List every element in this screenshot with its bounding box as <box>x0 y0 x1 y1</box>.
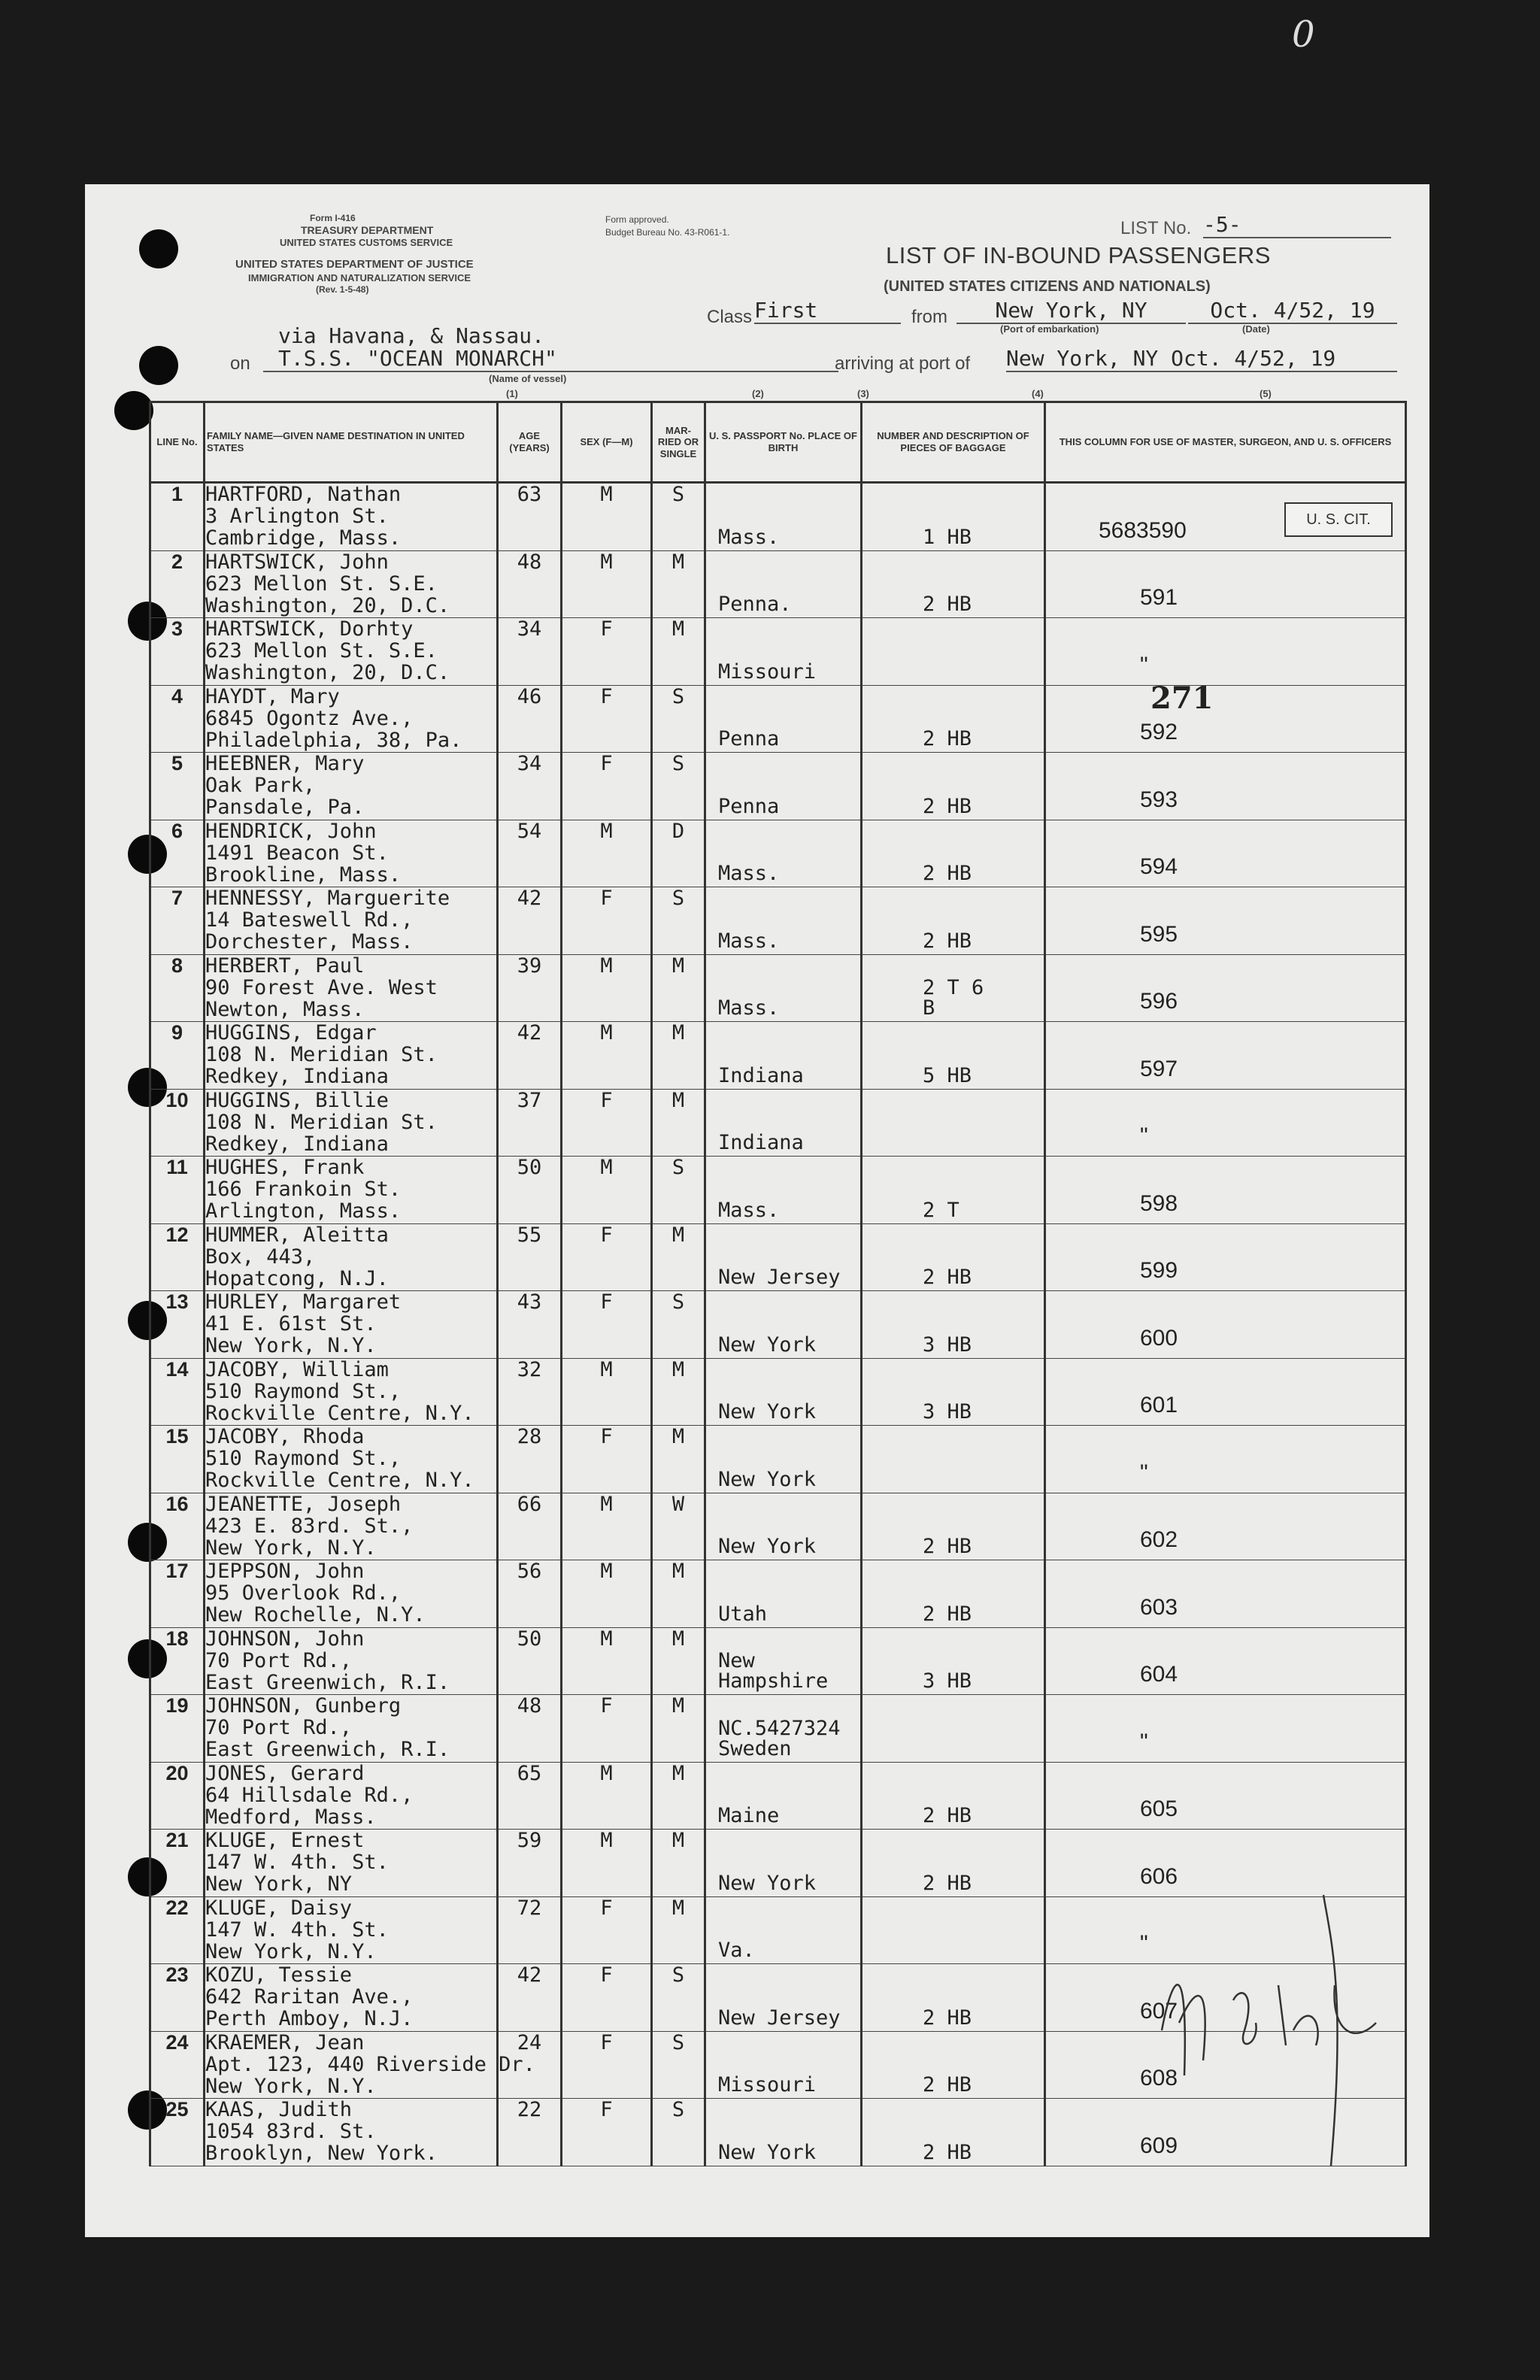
baggage-cell: 2 HB <box>862 550 1045 618</box>
address-line-2: New Rochelle, N.Y. <box>205 1603 426 1627</box>
passenger-name: JEANETTE, Joseph <box>205 1492 402 1516</box>
address-line-2: Washington, 20, D.C. <box>205 661 450 684</box>
age-cell: 56 <box>498 1560 562 1628</box>
sex-cell: M <box>562 1358 652 1426</box>
married-cell: S <box>652 2099 705 2166</box>
sex-cell: F <box>562 2099 652 2166</box>
address-line-2: Arlington, Mass. <box>205 1199 402 1223</box>
address-line-1: Apt. 123, 440 Riverside Dr. <box>205 2052 535 2076</box>
line-number: 12 <box>150 1223 205 1291</box>
passenger-name: HENDRICK, John <box>205 819 377 843</box>
line-number: 19 <box>150 1695 205 1763</box>
line-number: 22 <box>150 1896 205 1964</box>
col-num-2: (2) <box>752 388 764 399</box>
address-line-1: 623 Mellon St. S.E. <box>205 639 438 662</box>
age-cell: 48 <box>498 1695 562 1763</box>
passenger-name: HAYDT, Mary <box>205 684 340 708</box>
line-number: 25 <box>150 2099 205 2166</box>
address-line-2: Redkey, Indiana <box>205 1065 389 1088</box>
address-line-1: 1491 Beacon St. <box>205 841 389 865</box>
sex-cell: M <box>562 1493 652 1560</box>
married-cell: M <box>652 1830 705 1897</box>
address-line-2: Pansdale, Pa. <box>205 796 365 819</box>
passenger-name: JOHNSON, Gunberg <box>205 1694 402 1718</box>
age-cell: 48 <box>498 550 562 618</box>
birthplace-cell: New Jersey <box>705 1223 862 1291</box>
sex-cell: M <box>562 483 652 551</box>
baggage-cell: 2 HB <box>862 820 1045 887</box>
birthplace-cell: New York <box>705 2099 862 2166</box>
rev-label: (Rev. 1-5-48) <box>316 284 369 295</box>
treasury-label: TREASURY DEPARTMENT <box>301 224 434 236</box>
us-citizen-stamp: U. S. CIT. <box>1284 502 1393 537</box>
passenger-name: HERBERT, Paul <box>205 954 365 978</box>
address-line-1: 166 Frankoin St. <box>205 1178 402 1201</box>
address-line-1: 423 E. 83rd. St., <box>205 1514 414 1538</box>
officer-number-cell: 603 <box>1045 1560 1406 1628</box>
address-line-2: Rockville Centre, N.Y. <box>205 1469 474 1492</box>
line-number: 20 <box>150 1762 205 1830</box>
age-cell: 42 <box>498 1022 562 1090</box>
birthplace-cell: Penna <box>705 685 862 753</box>
corner-mark: 0 <box>1292 14 1315 56</box>
officer-number-cell: 594 <box>1045 820 1406 887</box>
passenger-name: KAAS, Judith <box>205 2098 353 2121</box>
line-number: 14 <box>150 1358 205 1426</box>
list-no-label: LIST No. <box>1120 218 1192 238</box>
married-cell: S <box>652 1157 705 1224</box>
line-number: 2 <box>150 550 205 618</box>
passenger-name: JONES, Gerard <box>205 1761 365 1785</box>
passenger-name: JEPPSON, John <box>205 1560 365 1583</box>
married-cell: M <box>652 1022 705 1090</box>
birthplace-cell: New York <box>705 1426 862 1493</box>
officer-number-cell: 598 <box>1045 1157 1406 1224</box>
line-number: 18 <box>150 1627 205 1695</box>
page-subtitle: (UNITED STATES CITIZENS AND NATIONALS) <box>884 278 1211 295</box>
col-header-age: AGE (YEARS) <box>498 402 562 483</box>
passenger-name: KLUGE, Daisy <box>205 1896 353 1920</box>
line-number: 6 <box>150 820 205 887</box>
passenger-name: KLUGE, Ernest <box>205 1829 365 1852</box>
justice-label: UNITED STATES DEPARTMENT OF JUSTICE <box>235 258 474 271</box>
baggage-cell: 2 HB <box>862 685 1045 753</box>
married-cell: M <box>652 1896 705 1964</box>
baggage-cell: 2 T <box>862 1157 1045 1224</box>
address-line-2: Newton, Mass. <box>205 997 365 1021</box>
birthplace-cell: Maine <box>705 1762 862 1830</box>
line-number: 13 <box>150 1291 205 1359</box>
address-line-1: 642 Raritan Ave., <box>205 1985 414 2009</box>
from-label: from <box>911 307 947 327</box>
married-cell: S <box>652 753 705 820</box>
line-number: 24 <box>150 2031 205 2099</box>
officer-number-cell: 605 <box>1045 1762 1406 1830</box>
baggage-cell: 3 HB <box>862 1358 1045 1426</box>
line-number: 10 <box>150 1089 205 1157</box>
sex-cell: F <box>562 1426 652 1493</box>
age-cell: 34 <box>498 753 562 820</box>
address-line-2: Philadelphia, 38, Pa. <box>205 728 462 752</box>
address-line-2: New York, N.Y. <box>205 1939 377 1963</box>
baggage-cell: 3 HB <box>862 1291 1045 1359</box>
officer-number-cell: 609 <box>1045 2099 1406 2166</box>
passenger-name: HARTSWICK, John <box>205 550 389 574</box>
birthplace-cell: New Hampshire <box>705 1627 862 1695</box>
sex-cell: M <box>562 1157 652 1224</box>
col-header-line: LINE No. <box>150 402 205 483</box>
handwritten-number: 271 <box>1150 681 1214 716</box>
age-cell: 50 <box>498 1157 562 1224</box>
ins-label: IMMIGRATION AND NATURALIZATION SERVICE <box>248 272 471 283</box>
passenger-name: HUGHES, Frank <box>205 1156 365 1179</box>
address-line-2: Rockville Centre, N.Y. <box>205 1401 474 1425</box>
birthplace-cell: New York <box>705 1291 862 1359</box>
baggage-cell: 2 HB <box>862 1223 1045 1291</box>
col-num-4: (4) <box>1032 388 1044 399</box>
married-cell: M <box>652 1358 705 1426</box>
address-line-1: 108 N. Meridian St. <box>205 1110 438 1134</box>
address-line-1: 41 E. 61st St. <box>205 1312 377 1336</box>
age-cell: 46 <box>498 685 562 753</box>
sex-cell: M <box>562 1022 652 1090</box>
sex-cell: M <box>562 820 652 887</box>
passenger-name: HENNESSY, Marguerite <box>205 887 450 910</box>
married-cell: M <box>652 1627 705 1695</box>
date-caption: (Date) <box>1242 323 1270 335</box>
baggage-cell: 2 HB <box>862 1964 1045 2032</box>
line-number: 21 <box>150 1830 205 1897</box>
officer-number-cell: 600 <box>1045 1291 1406 1359</box>
age-cell: 42 <box>498 887 562 955</box>
baggage-cell: 2 HB <box>862 753 1045 820</box>
age-cell: 37 <box>498 1089 562 1157</box>
baggage-cell: 5 HB <box>862 1022 1045 1090</box>
arriving-value: New York, NY Oct. 4/52, 19 <box>1006 346 1397 372</box>
col-num-1: (1) <box>506 388 518 399</box>
line-number: 16 <box>150 1493 205 1560</box>
passenger-name: JACOBY, William <box>205 1357 389 1381</box>
baggage-cell: 2 HB <box>862 2099 1045 2166</box>
passenger-name: HEEBNER, Mary <box>205 752 365 775</box>
line-number: 9 <box>150 1022 205 1090</box>
address-line-1: 70 Port Rd., <box>205 1648 353 1672</box>
address-line-2: East Greenwich, R.I. <box>205 1670 450 1694</box>
married-cell: M <box>652 1560 705 1628</box>
officer-number-cell: 599 <box>1045 1223 1406 1291</box>
birthplace-cell: Mass. <box>705 820 862 887</box>
col-header-baggage: NUMBER AND DESCRIPTION OF PIECES OF BAGGAGE <box>862 402 1045 483</box>
married-cell: M <box>652 1426 705 1493</box>
age-cell: 54 <box>498 820 562 887</box>
from-value: New York, NY <box>956 298 1186 324</box>
address-line-1: 14 Bateswell Rd., <box>205 908 414 932</box>
birthplace-cell: Mass. <box>705 954 862 1022</box>
address-line-2: New York, N.Y. <box>205 1536 377 1560</box>
list-no-value: -5- <box>1203 212 1391 238</box>
sex-cell: F <box>562 1089 652 1157</box>
passenger-name: JOHNSON, John <box>205 1627 365 1651</box>
married-cell: M <box>652 1089 705 1157</box>
birthplace-cell: Va. <box>705 1896 862 1964</box>
officer-number-cell: 597 <box>1045 1022 1406 1090</box>
married-cell: M <box>652 1223 705 1291</box>
officer-number-cell: " <box>1045 1089 1406 1157</box>
officer-number-cell: 608 <box>1045 2031 1406 2099</box>
address-line-2: East Greenwich, R.I. <box>205 1738 450 1761</box>
married-cell: S <box>652 483 705 551</box>
on-label: on <box>230 353 250 374</box>
col-num-3: (3) <box>857 388 869 399</box>
officer-number-cell: 607 <box>1045 1964 1406 2032</box>
baggage-cell: 2 HB <box>862 1830 1045 1897</box>
passenger-name: KOZU, Tessie <box>205 1963 353 1987</box>
baggage-cell: 2 T 6 B <box>862 954 1045 1022</box>
address-line-1: 6845 Ogontz Ave., <box>205 706 414 730</box>
birthplace-cell: Mass. <box>705 887 862 955</box>
address-line-2: New York, N.Y. <box>205 2074 377 2098</box>
birthplace-cell: New York <box>705 1358 862 1426</box>
baggage-cell: 2 HB <box>862 887 1045 955</box>
baggage-cell: 2 HB <box>862 2031 1045 2099</box>
sex-cell: F <box>562 685 652 753</box>
passenger-name: HUGGINS, Billie <box>205 1088 389 1112</box>
married-cell: M <box>652 954 705 1022</box>
age-cell: 42 <box>498 1964 562 2032</box>
age-cell: 34 <box>498 618 562 686</box>
married-cell: M <box>652 1762 705 1830</box>
line-number: 3 <box>150 618 205 686</box>
address-line-1: 3 Arlington St. <box>205 505 389 528</box>
vessel-caption: (Name of vessel) <box>489 373 567 384</box>
line-number: 8 <box>150 954 205 1022</box>
class-value: First <box>754 298 901 324</box>
birthplace-cell: Mass. <box>705 1157 862 1224</box>
birthplace-cell: Indiana <box>705 1089 862 1157</box>
address-line-2: New York, NY <box>205 1872 353 1896</box>
address-line-2: Dorchester, Mass. <box>205 930 414 954</box>
customs-label: UNITED STATES CUSTOMS SERVICE <box>280 237 453 248</box>
address-line-1: 147 W. 4th. St. <box>205 1918 389 1942</box>
address-line-1: Oak Park, <box>205 774 316 797</box>
birthplace-cell: Utah <box>705 1560 862 1628</box>
officer-number-cell: 602 <box>1045 1493 1406 1560</box>
birthplace-cell: New York <box>705 1830 862 1897</box>
from-date: Oct. 4/52, 19 <box>1188 298 1397 324</box>
baggage-cell: 2 HB <box>862 1493 1045 1560</box>
age-cell: 32 <box>498 1358 562 1426</box>
officer-number-cell: 601 <box>1045 1358 1406 1426</box>
sex-cell: M <box>562 1627 652 1695</box>
birthplace-cell: Missouri <box>705 618 862 686</box>
officer-number-cell: " <box>1045 1695 1406 1763</box>
sex-cell: M <box>562 954 652 1022</box>
col-header-sex: SEX (F—M) <box>562 402 652 483</box>
sex-cell: M <box>562 1830 652 1897</box>
officer-number-cell: " <box>1045 1426 1406 1493</box>
officer-number-cell: 591 <box>1045 550 1406 618</box>
sex-cell: F <box>562 753 652 820</box>
baggage-cell: 3 HB <box>862 1627 1045 1695</box>
col-header-passport: U. S. PASSPORT No. PLACE OF BIRTH <box>705 402 862 483</box>
address-line-1: Box, 443, <box>205 1245 316 1269</box>
address-line-2: Hopatcong, N.J. <box>205 1266 389 1290</box>
arriving-label: arriving at port of <box>835 353 971 374</box>
birthplace-cell: New York <box>705 1493 862 1560</box>
passenger-name: KRAEMER, Jean <box>205 2030 365 2054</box>
age-cell: 65 <box>498 1762 562 1830</box>
budget-bureau: Budget Bureau No. 43-R061-1. <box>605 227 730 238</box>
officer-number-cell: 604 <box>1045 1627 1406 1695</box>
address-line-2: Washington, 20, D.C. <box>205 593 450 617</box>
birthplace-cell: Penna. <box>705 550 862 618</box>
sex-cell: M <box>562 1762 652 1830</box>
line-number: 5 <box>150 753 205 820</box>
line-number: 4 <box>150 685 205 753</box>
line-number: 11 <box>150 1157 205 1224</box>
sex-cell: M <box>562 1560 652 1628</box>
sex-cell: F <box>562 1695 652 1763</box>
age-cell: 22 <box>498 2099 562 2166</box>
age-cell: 28 <box>498 1426 562 1493</box>
age-cell: 63 <box>498 483 562 551</box>
age-cell: 55 <box>498 1223 562 1291</box>
married-cell: S <box>652 2031 705 2099</box>
married-cell: W <box>652 1493 705 1560</box>
age-cell: 59 <box>498 1830 562 1897</box>
birthplace-cell: New Jersey <box>705 1964 862 2032</box>
married-cell: S <box>652 1291 705 1359</box>
address-line-2: Perth Amboy, N.J. <box>205 2007 414 2030</box>
officer-number-cell: 5683590 <box>1045 483 1406 551</box>
married-cell: S <box>652 887 705 955</box>
age-cell: 43 <box>498 1291 562 1359</box>
address-line-2: Brooklyn, New York. <box>205 2142 438 2165</box>
address-line-2: New York, N.Y. <box>205 1334 377 1357</box>
col-num-5: (5) <box>1260 388 1272 399</box>
line-number: 7 <box>150 887 205 955</box>
line-number: 17 <box>150 1560 205 1628</box>
passenger-name: HUMMER, Aleitta <box>205 1223 389 1247</box>
address-line-1: 1054 83rd. St. <box>205 2120 377 2143</box>
birthplace-cell: Penna <box>705 753 862 820</box>
address-line-2: Brookline, Mass. <box>205 863 402 887</box>
address-line-1: 510 Raymond St., <box>205 1379 402 1403</box>
sex-cell: M <box>562 550 652 618</box>
birthplace-cell: Mass. <box>705 483 862 551</box>
birthplace-cell: NC.5427324 Sweden <box>705 1695 862 1763</box>
address-line-1: 147 W. 4th. St. <box>205 1851 389 1874</box>
officer-number-cell: 595 <box>1045 887 1406 955</box>
sex-cell: F <box>562 1223 652 1291</box>
age-cell: 50 <box>498 1627 562 1695</box>
port-caption: (Port of embarkation) <box>1000 323 1099 335</box>
officer-number-cell: " <box>1045 618 1406 686</box>
baggage-cell: 2 HB <box>862 1762 1045 1830</box>
baggage-cell: 2 HB <box>862 1560 1045 1628</box>
address-line-1: 510 Raymond St., <box>205 1447 402 1470</box>
birthplace-cell: Missouri <box>705 2031 862 2099</box>
page-title: LIST OF IN-BOUND PASSENGERS <box>886 242 1271 268</box>
address-line-1: 90 Forest Ave. West <box>205 975 438 999</box>
married-cell: S <box>652 685 705 753</box>
address-line-2: Medford, Mass. <box>205 1805 377 1829</box>
col-header-name: FAMILY NAME—GIVEN NAME DESTINATION IN UNITED STATES <box>205 402 498 483</box>
col-header-married: MAR-RIED OR SINGLE <box>652 402 705 483</box>
married-cell: D <box>652 820 705 887</box>
via-route: via Havana, & Nassau. <box>278 323 545 348</box>
officer-number-cell: 593 <box>1045 753 1406 820</box>
class-label: Class <box>707 307 753 327</box>
married-cell: M <box>652 550 705 618</box>
passenger-name: HARTFORD, Nathan <box>205 483 402 506</box>
age-cell: 72 <box>498 1896 562 1964</box>
officer-number-cell: 592 <box>1045 685 1406 753</box>
address-line-1: 95 Overlook Rd., <box>205 1581 402 1605</box>
officer-number-cell: 596 <box>1045 954 1406 1022</box>
line-number: 23 <box>150 1964 205 2032</box>
passenger-name: HARTSWICK, Dorhty <box>205 617 414 641</box>
address-line-2: Cambridge, Mass. <box>205 526 402 550</box>
line-number: 1 <box>150 483 205 551</box>
birthplace-cell: Indiana <box>705 1022 862 1090</box>
vessel-name: T.S.S. "OCEAN MONARCH" <box>263 346 838 372</box>
form-approved: Form approved. <box>605 214 669 225</box>
col-header-officer: THIS COLUMN FOR USE OF MASTER, SURGEON, AND U. S. OFFICERS <box>1045 402 1406 483</box>
sex-cell: F <box>562 1964 652 2032</box>
married-cell: M <box>652 618 705 686</box>
officer-number-cell: 606 <box>1045 1830 1406 1897</box>
passenger-name: HUGGINS, Edgar <box>205 1021 377 1044</box>
address-line-1: 108 N. Meridian St. <box>205 1043 438 1066</box>
passenger-name: JACOBY, Rhoda <box>205 1425 365 1448</box>
baggage-cell: 1 HB <box>862 483 1045 551</box>
age-cell: 24 <box>498 2031 562 2099</box>
address-line-2: Redkey, Indiana <box>205 1132 389 1156</box>
sex-cell: F <box>562 2031 652 2099</box>
sex-cell: F <box>562 1896 652 1964</box>
passenger-name: HURLEY, Margaret <box>205 1290 402 1314</box>
officer-number-cell: " <box>1045 1896 1406 1964</box>
form-number: Form I-416 <box>310 213 356 223</box>
sex-cell: F <box>562 887 652 955</box>
line-number: 15 <box>150 1426 205 1493</box>
age-cell: 39 <box>498 954 562 1022</box>
address-line-1: 64 Hillsdale Rd., <box>205 1783 414 1807</box>
address-line-1: 70 Port Rd., <box>205 1716 353 1739</box>
sex-cell: F <box>562 618 652 686</box>
age-cell: 66 <box>498 1493 562 1560</box>
married-cell: S <box>652 1964 705 2032</box>
married-cell: M <box>652 1695 705 1763</box>
address-line-1: 623 Mellon St. S.E. <box>205 572 438 596</box>
sex-cell: F <box>562 1291 652 1359</box>
